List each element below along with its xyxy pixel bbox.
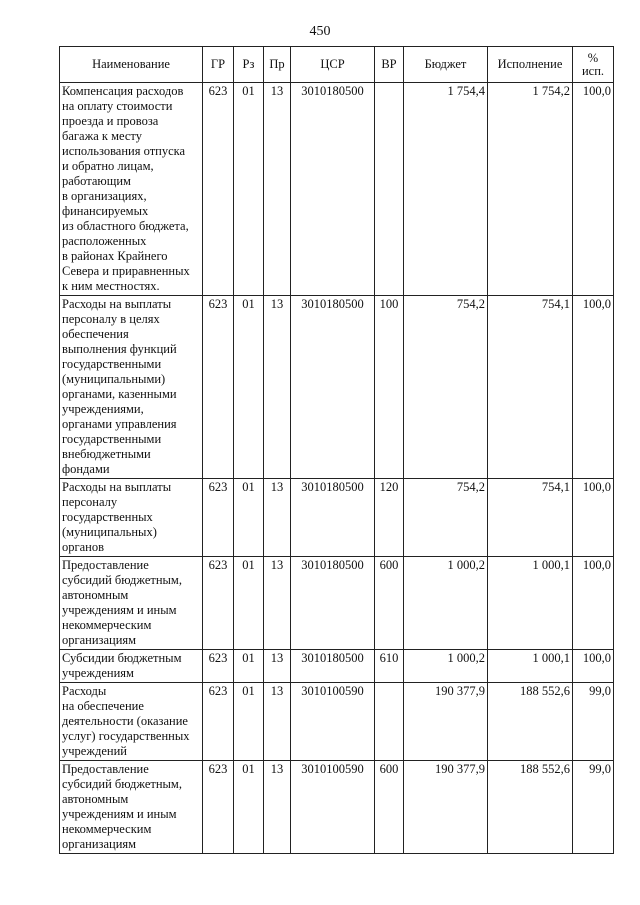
row-pr: 13	[264, 557, 291, 650]
row-pr: 13	[264, 650, 291, 683]
row-pr: 13	[264, 761, 291, 854]
row-csr: 3010180500	[291, 83, 375, 296]
row-execution: 1 754,2	[488, 83, 573, 296]
row-csr: 3010180500	[291, 557, 375, 650]
row-budget: 1 000,2	[404, 557, 488, 650]
row-execution: 754,1	[488, 479, 573, 557]
row-percent: 100,0	[573, 296, 614, 479]
row-gr: 623	[203, 650, 234, 683]
row-name: Компенсация расходов на оплату стоимости проезда и провоза багажа к месту использования отпуска и обратно лицам, работающим в организациях, финансируемых из областного бюджета, расположенных в районах Крайнего Севера и приравненных к ним местностях.	[60, 83, 203, 296]
row-name: Расходы на выплаты персоналу государственных (муниципальных) органов	[60, 479, 203, 557]
row-pr: 13	[264, 479, 291, 557]
row-rz: 01	[234, 296, 264, 479]
header-percent-symbol: %	[587, 50, 599, 65]
row-execution: 1 000,1	[488, 650, 573, 683]
row-budget: 1 000,2	[404, 650, 488, 683]
row-pr: 13	[264, 296, 291, 479]
header-name: Наименование	[60, 47, 203, 83]
row-name: Расходы на обеспечение деятельности (оказание услуг) государственных учреждений	[60, 683, 203, 761]
row-csr: 3010100590	[291, 683, 375, 761]
row-percent: 99,0	[573, 761, 614, 854]
row-percent: 100,0	[573, 650, 614, 683]
row-rz: 01	[234, 557, 264, 650]
row-gr: 623	[203, 557, 234, 650]
row-vr	[375, 83, 404, 296]
table-row	[60, 683, 614, 761]
row-pr: 13	[264, 83, 291, 296]
row-csr: 3010180500	[291, 296, 375, 479]
row-budget: 754,2	[404, 296, 488, 479]
header-percent	[573, 47, 614, 83]
row-budget: 190 377,9	[404, 761, 488, 854]
row-execution: 1 000,1	[488, 557, 573, 650]
row-execution: 754,1	[488, 296, 573, 479]
table-row	[60, 557, 614, 650]
row-budget: 1 754,4	[404, 83, 488, 296]
header-budget: Бюджет	[404, 47, 488, 83]
row-name: Субсидии бюджетным учреждениям	[60, 650, 203, 683]
row-rz: 01	[234, 650, 264, 683]
row-gr: 623	[203, 296, 234, 479]
row-vr: 120	[375, 479, 404, 557]
page-number: 450	[309, 24, 331, 39]
row-pr: 13	[264, 683, 291, 761]
row-percent: 100,0	[573, 479, 614, 557]
row-name: Предоставление субсидий бюджетным, автономным учреждениям и иным некоммерческим организациям	[60, 557, 203, 650]
header-rz: Рз	[234, 47, 264, 83]
table-header-row	[60, 47, 614, 83]
row-gr: 623	[203, 83, 234, 296]
row-vr: 610	[375, 650, 404, 683]
row-execution: 188 552,6	[488, 761, 573, 854]
row-percent: 100,0	[573, 83, 614, 296]
table-row	[60, 83, 614, 296]
row-percent: 100,0	[573, 557, 614, 650]
header-vr: ВР	[375, 47, 404, 83]
row-rz: 01	[234, 683, 264, 761]
row-gr: 623	[203, 761, 234, 854]
header-csr: ЦСР	[291, 47, 375, 83]
row-rz: 01	[234, 761, 264, 854]
row-budget: 190 377,9	[404, 683, 488, 761]
table-row	[60, 296, 614, 479]
row-gr: 623	[203, 479, 234, 557]
row-vr	[375, 683, 404, 761]
row-vr: 600	[375, 761, 404, 854]
row-csr: 3010180500	[291, 479, 375, 557]
row-rz: 01	[234, 479, 264, 557]
row-vr: 100	[375, 296, 404, 479]
header-percent-label: исп.	[581, 63, 605, 78]
table-row	[60, 479, 614, 557]
row-csr: 3010180500	[291, 650, 375, 683]
budget-table	[59, 46, 614, 854]
row-gr: 623	[203, 683, 234, 761]
row-name: Предоставление субсидий бюджетным, автономным учреждениям и иным некоммерческим организациям	[60, 761, 203, 854]
header-gr: ГР	[203, 47, 234, 83]
row-rz: 01	[234, 83, 264, 296]
table-row	[60, 761, 614, 854]
header-pr: Пр	[264, 47, 291, 83]
row-vr: 600	[375, 557, 404, 650]
row-percent: 99,0	[573, 683, 614, 761]
row-execution: 188 552,6	[488, 683, 573, 761]
row-budget: 754,2	[404, 479, 488, 557]
row-csr: 3010100590	[291, 761, 375, 854]
row-name: Расходы на выплаты персоналу в целях обеспечения выполнения функций государственными (муниципальными) органами, казенными учреждениями, органами управления государственными внебюджетными фондами	[60, 296, 203, 479]
header-execution: Исполнение	[488, 47, 573, 83]
table-row	[60, 650, 614, 683]
